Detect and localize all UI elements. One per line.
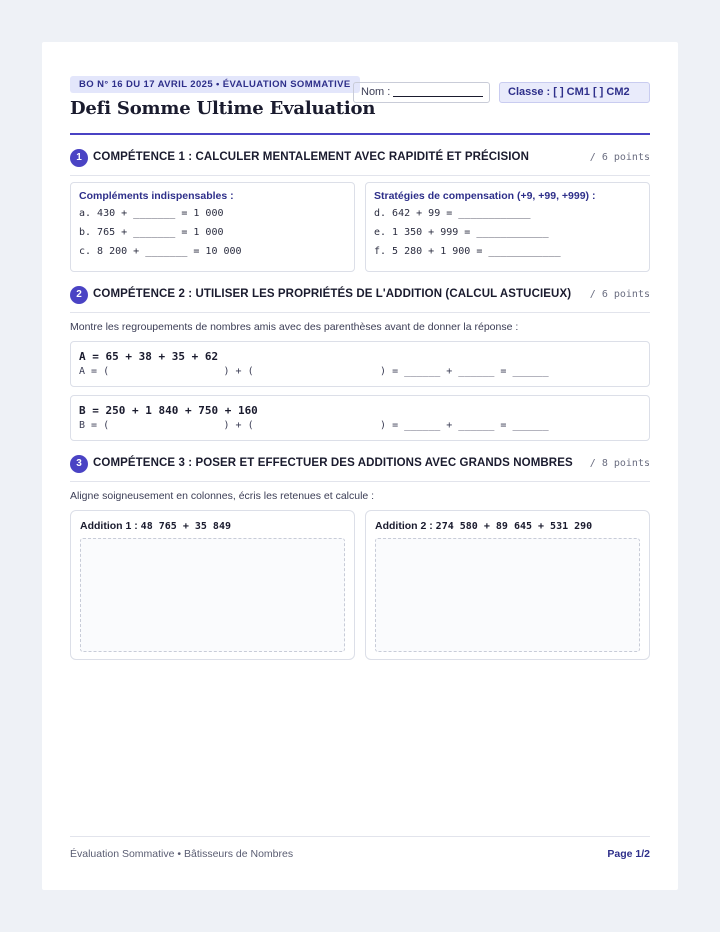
section-instruction: Aligne soigneusement en colonnes, écris les retenues et calcule : bbox=[70, 490, 375, 502]
addition-label: Addition 1 : bbox=[80, 520, 138, 532]
card-title: Compléments indispensables : bbox=[79, 190, 234, 202]
section-points: / 6 points bbox=[589, 289, 650, 300]
section-title: COMPÉTENCE 1 : CALCULER MENTALEMENT AVEC RAPIDITÉ ET PRÉCISION bbox=[93, 151, 529, 163]
compensation-card bbox=[365, 182, 650, 272]
exercise-d[interactable]: d. 642 + 99 = ____________ bbox=[374, 208, 531, 219]
section-number: 1 bbox=[70, 149, 88, 167]
worksheet-content bbox=[70, 74, 650, 660]
section-points: / 6 points bbox=[589, 152, 650, 163]
addition-2-work-area[interactable] bbox=[375, 538, 640, 652]
exercise-f[interactable]: f. 5 280 + 1 900 = ____________ bbox=[374, 246, 561, 257]
section-number: 2 bbox=[70, 286, 88, 304]
section-3-header bbox=[70, 455, 650, 482]
section-points: / 8 points bbox=[589, 458, 650, 469]
section-number: 3 bbox=[70, 455, 88, 473]
header bbox=[70, 74, 650, 132]
name-line bbox=[393, 86, 483, 97]
exercise-e[interactable]: e. 1 350 + 999 = ____________ bbox=[374, 227, 549, 238]
addition-1-label bbox=[80, 520, 345, 532]
section-1-cards bbox=[70, 182, 650, 272]
section-title: COMPÉTENCE 3 : POSER ET EFFECTUER DES ADDITIONS AVEC GRANDS NOMBRES bbox=[93, 457, 573, 469]
expression-b-card bbox=[70, 395, 650, 441]
expression-a-answer[interactable]: A = ( ) + ( ) = ______ + ______ = ______ bbox=[79, 366, 549, 377]
section-instruction: Montre les regroupements de nombres amis avec des parenthèses avant de donner la réponse : bbox=[70, 321, 519, 333]
addition-2-card bbox=[365, 510, 650, 660]
expression-b: B = 250 + 1 840 + 750 + 160 bbox=[79, 404, 258, 417]
footer-title: Évaluation Sommative • Bâtisseurs de Nombres bbox=[70, 848, 294, 860]
official-badge: BO N° 16 DU 17 AVRIL 2025 • ÉVALUATION SOMMATIVE bbox=[70, 76, 360, 93]
exercise-c[interactable]: c. 8 200 + _______ = 10 000 bbox=[79, 246, 242, 257]
worksheet-page bbox=[42, 42, 678, 890]
name-label: Nom : bbox=[361, 86, 391, 98]
class-selector[interactable]: Classe : [ ] CM1 [ ] CM2 bbox=[499, 82, 650, 103]
expression-b-answer[interactable]: B = ( ) + ( ) = ______ + ______ = ______ bbox=[79, 420, 549, 431]
addition-1-card bbox=[70, 510, 355, 660]
addition-2-label bbox=[375, 520, 640, 532]
page-number: Page 1/2 bbox=[607, 848, 650, 860]
section-2-header bbox=[70, 286, 650, 313]
page-footer bbox=[70, 836, 650, 860]
addition-1-work-area[interactable] bbox=[80, 538, 345, 652]
header-divider bbox=[70, 133, 650, 135]
expression-a-card bbox=[70, 341, 650, 387]
exercise-a[interactable]: a. 430 + _______ = 1 000 bbox=[79, 208, 224, 219]
section-title: COMPÉTENCE 2 : UTILISER LES PROPRIÉTÉS DE L'ADDITION (CALCUL ASTUCIEUX) bbox=[93, 288, 572, 300]
addition-label: Addition 2 : bbox=[375, 520, 433, 532]
section-1-header bbox=[70, 149, 650, 176]
exercise-b[interactable]: b. 765 + _______ = 1 000 bbox=[79, 227, 224, 238]
name-field[interactable] bbox=[353, 82, 490, 103]
page-title: Defi Somme Ultime Evaluation bbox=[70, 98, 376, 119]
addition-expression: 274 580 + 89 645 + 531 290 bbox=[435, 521, 593, 532]
expression-a: A = 65 + 38 + 35 + 62 bbox=[79, 350, 219, 363]
addition-expression: 48 765 + 35 849 bbox=[140, 521, 231, 532]
complements-card bbox=[70, 182, 355, 272]
addition-cards bbox=[70, 510, 650, 660]
card-title: Stratégies de compensation (+9, +99, +999) : bbox=[374, 190, 596, 202]
